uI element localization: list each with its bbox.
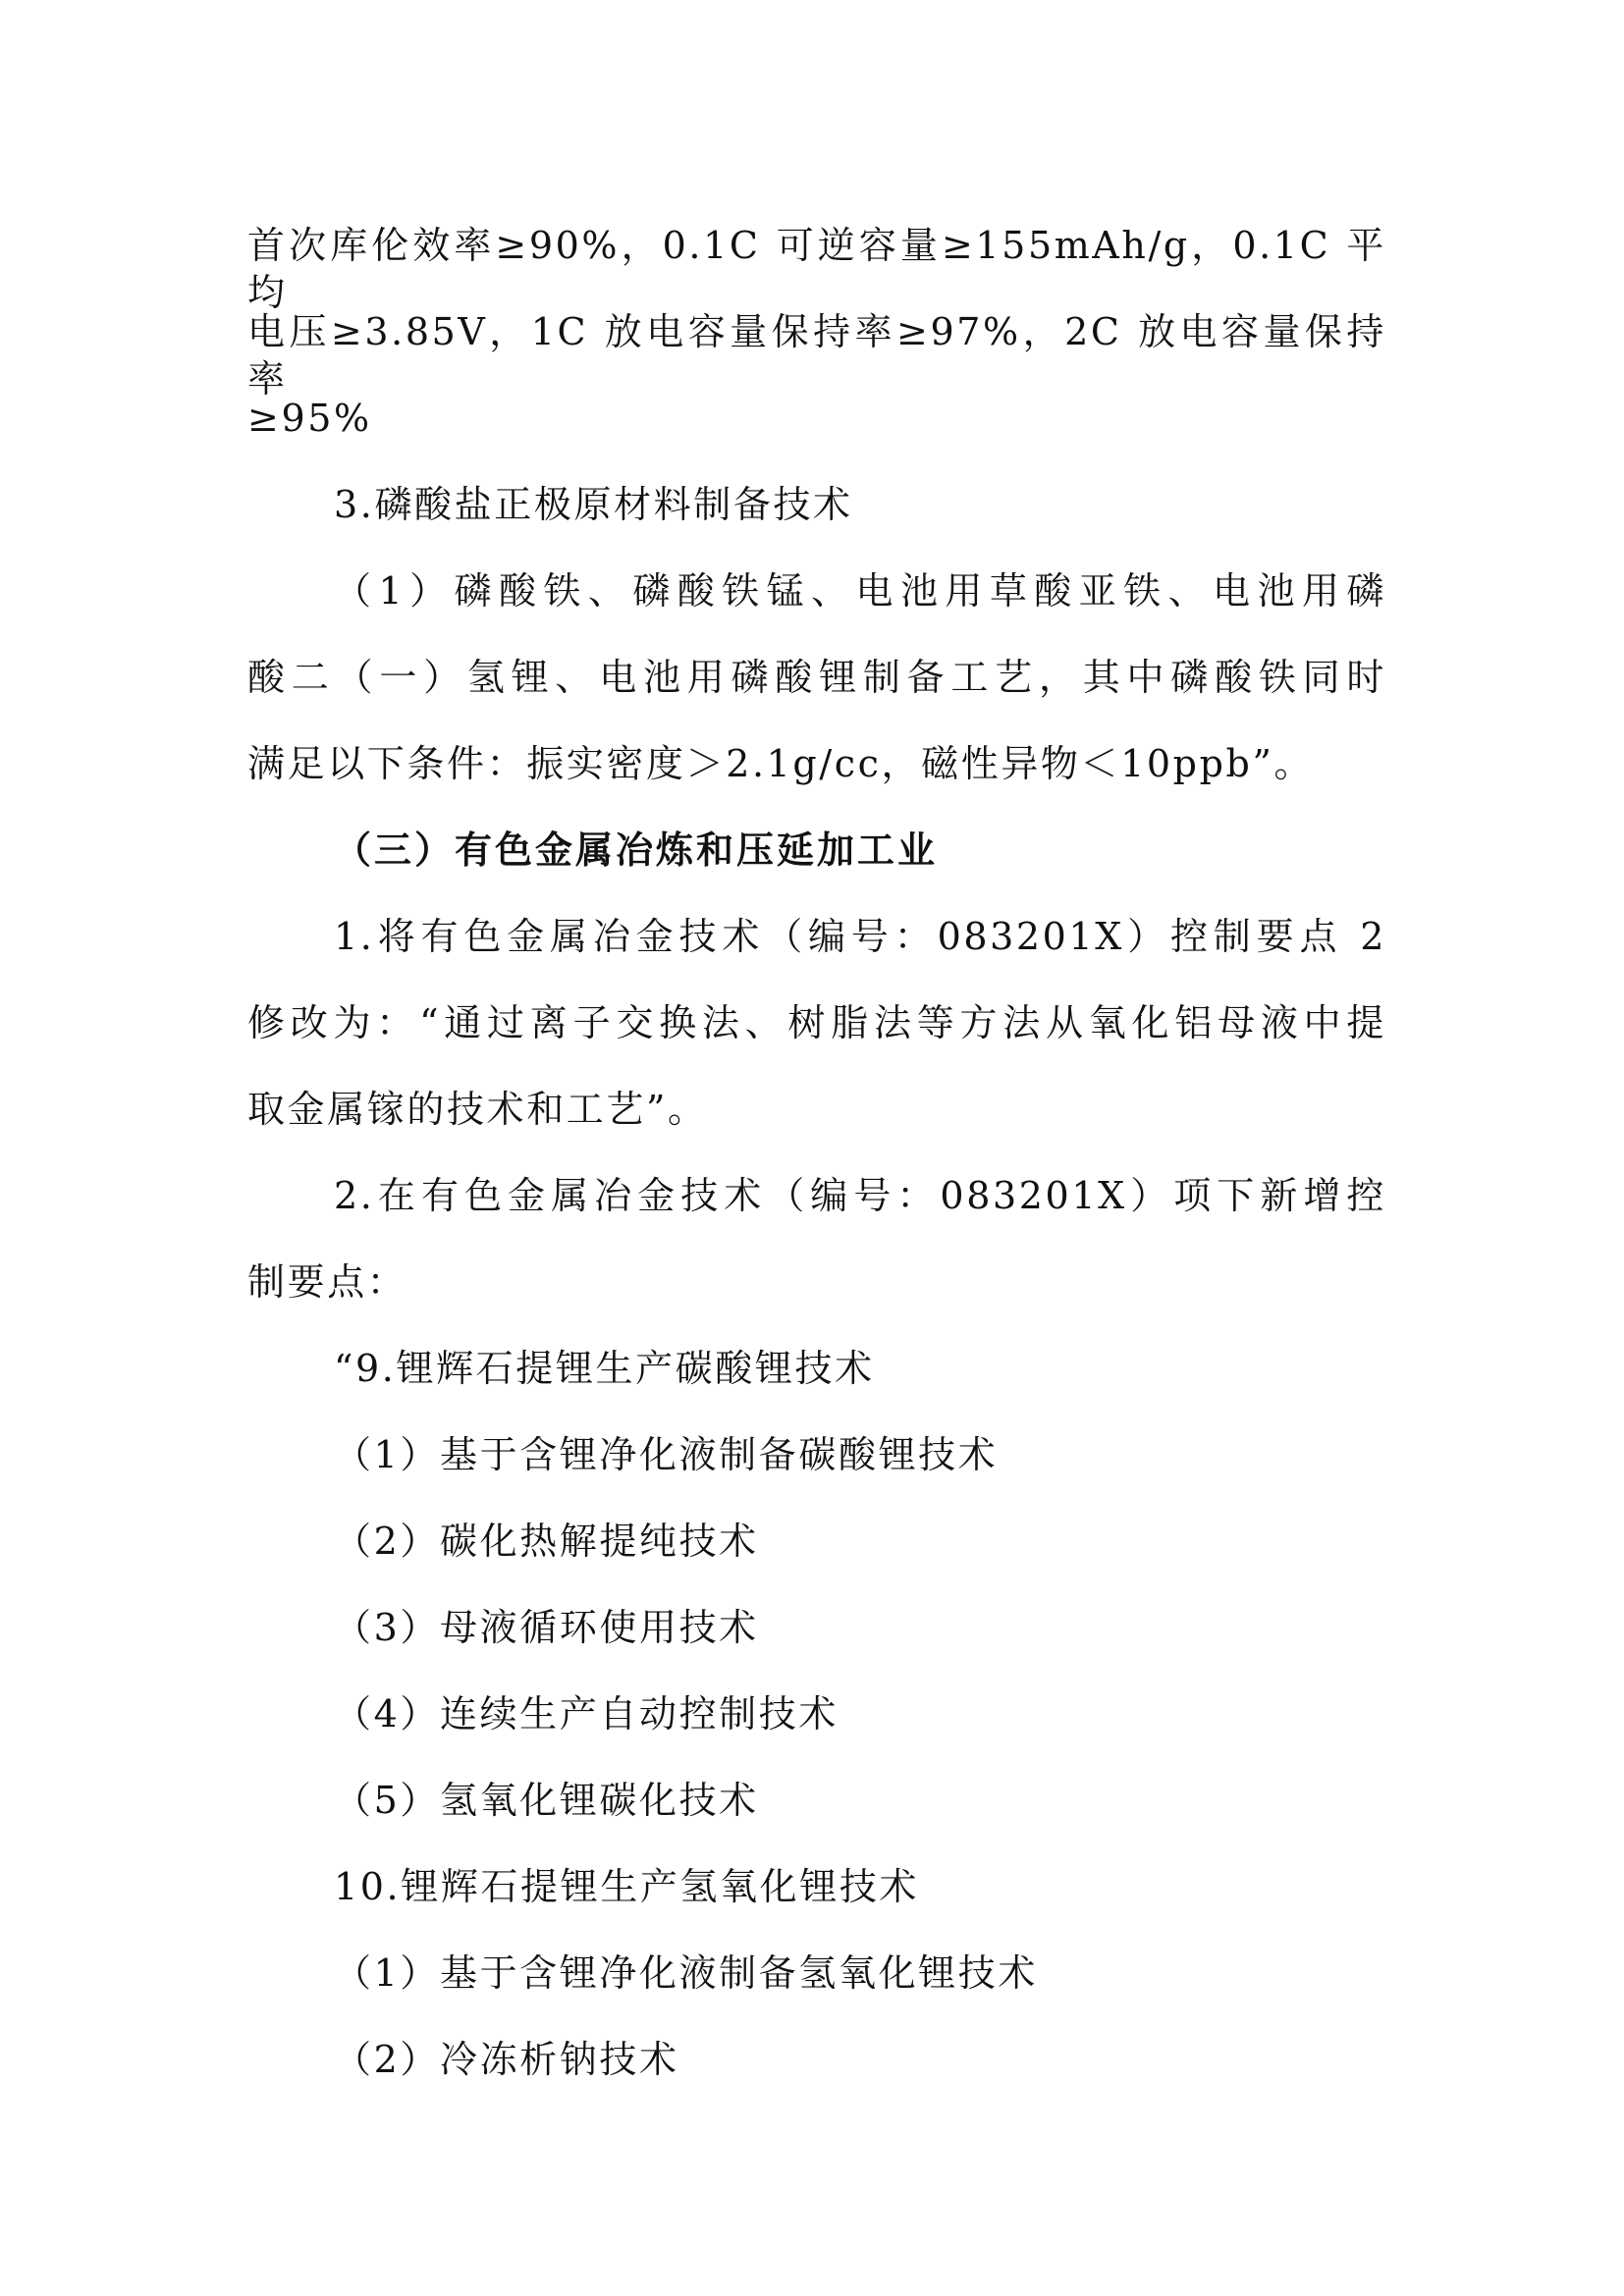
list-item-line: （1）磷酸铁、磷酸铁锰、电池用草酸亚铁、电池用磷 xyxy=(334,569,1386,613)
paragraph-line: 酸二（一）氢锂、电池用磷酸锂制备工艺，其中磷酸铁同时 xyxy=(247,656,1386,699)
paragraph-line: 取金属镓的技术和工艺”。 xyxy=(247,1088,708,1131)
paragraph-line: ≥95% xyxy=(247,397,372,440)
paragraph-line: 1.将有色金属冶金技术（编号：083201X）控制要点 2 xyxy=(334,915,1386,958)
list-item: （1）基于含锂净化液制备氢氧化锂技术 xyxy=(334,1951,1038,1995)
list-heading: “9.锂辉石提锂生产碳酸锂技术 xyxy=(334,1347,875,1390)
list-item: （3）母液循环使用技术 xyxy=(334,1606,759,1649)
paragraph-line: 电压≥3.85V，1C 放电容量保持率≥97%，2C 放电容量保持率 xyxy=(247,310,1386,400)
section-heading: 3.磷酸盐正极原材料制备技术 xyxy=(334,483,853,526)
list-heading: 10.锂辉石提锂生产氢氧化锂技术 xyxy=(334,1865,920,1908)
paragraph-line: 2.在有色金属冶金技术（编号：083201X）项下新增控 xyxy=(334,1174,1386,1217)
list-item: （4）连续生产自动控制技术 xyxy=(334,1692,839,1735)
list-item: （2）冷冻析钠技术 xyxy=(334,2038,679,2081)
paragraph-line: 首次库伦效率≥90%，0.1C 可逆容量≥155mAh/g，0.1C 平均 xyxy=(247,224,1386,314)
paragraph-line: 制要点： xyxy=(247,1260,407,1304)
list-item: （2）碳化热解提纯技术 xyxy=(334,1520,759,1563)
list-item: （1）基于含锂净化液制备碳酸锂技术 xyxy=(334,1433,999,1476)
chapter-heading: （三）有色金属冶炼和压延加工业 xyxy=(334,828,939,872)
paragraph-line: 修改为：“通过离子交换法、树脂法等方法从氧化铝母液中提 xyxy=(247,1001,1386,1044)
list-item: （5）氢氧化锂碳化技术 xyxy=(334,1779,759,1822)
paragraph-line: 满足以下条件：振实密度＞2.1g/cc，磁性异物＜10ppb”。 xyxy=(247,742,1315,785)
